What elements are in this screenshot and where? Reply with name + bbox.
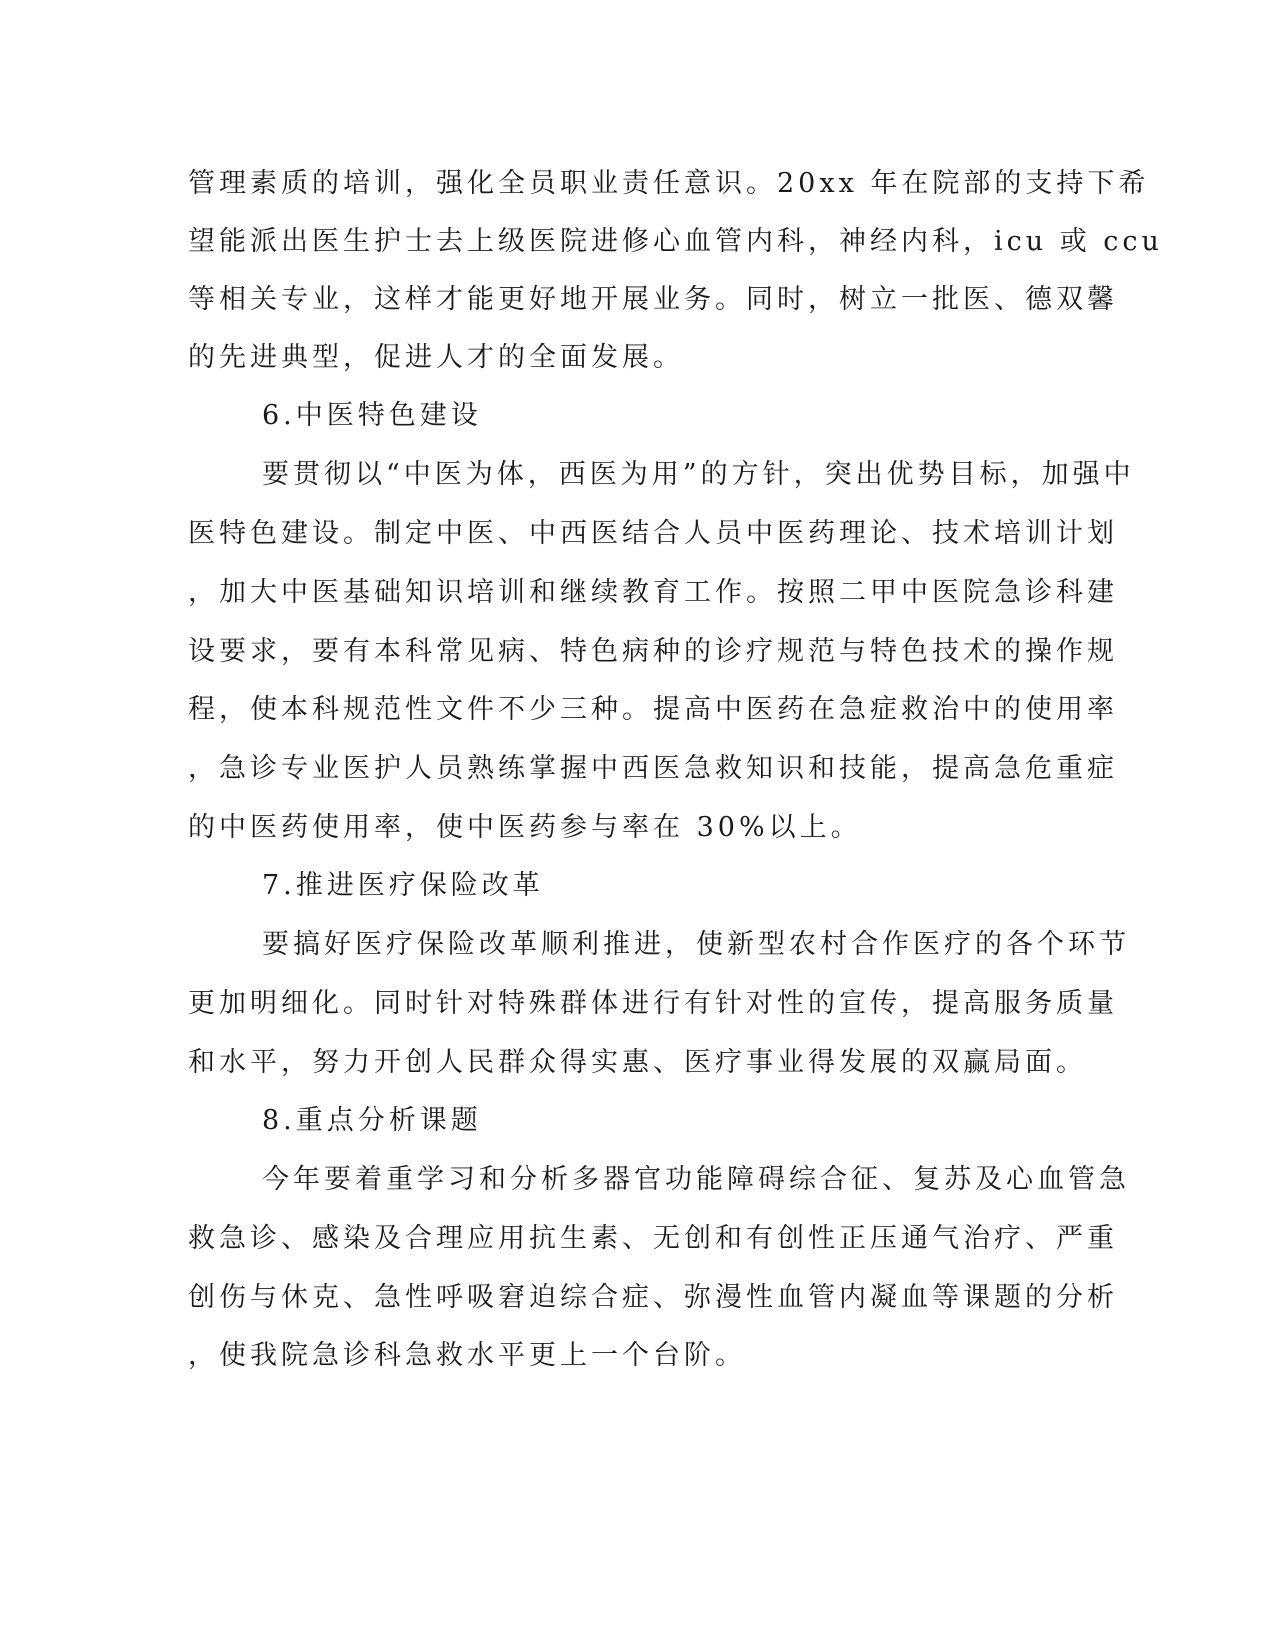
paragraph-line: 等相关专业，这样才能更好地开展业务。同时，树立一批医、德双馨 — [188, 284, 1118, 315]
paragraph-line: 设要求，要有本科常见病、特色病种的诊疗规范与特色技术的操作规 — [188, 636, 1118, 667]
section-heading: 7.推进医疗保险改革 — [262, 870, 544, 901]
paragraph-line: 创伤与休克、急性呼吸窘迫综合症、弥漫性血管内凝血等课题的分析 — [188, 1282, 1118, 1313]
section-heading: 8.重点分析课题 — [262, 1105, 482, 1136]
paragraph-line: 更加明细化。同时针对特殊群体进行有针对性的宣传，提高服务质量 — [188, 988, 1118, 1019]
paragraph-line: 和水平，努力开创人民群众得实惠、医疗事业得发展的双赢局面。 — [188, 1047, 1087, 1078]
paragraph-line: 医特色建设。制定中医、中西医结合人员中医药理论、技术培训计划 — [188, 518, 1118, 549]
section-heading: 6.中医特色建设 — [262, 400, 482, 431]
paragraph-line: 程，使本科规范性文件不少三种。提高中医药在急症救治中的使用率 — [188, 694, 1118, 725]
paragraph-line: 要贯彻以“中医为体，西医为用”的方针，突出优势目标，加强中 — [262, 459, 1135, 490]
paragraph-line: 的中医药使用率，使中医药参与率在 30%以上。 — [188, 812, 862, 843]
paragraph-line: ，急诊专业医护人员熟练掌握中西医急救知识和技能，提高急危重症 — [188, 753, 1118, 784]
paragraph-line: 救急诊、感染及合理应用抗生素、无创和有创性正压通气治疗、严重 — [188, 1223, 1118, 1254]
paragraph-line: 的先进典型，促进人才的全面发展。 — [188, 342, 684, 373]
paragraph-line: 今年要着重学习和分析多器官功能障碍综合征、复苏及心血管急 — [262, 1164, 1130, 1195]
paragraph-line: 要搞好医疗保险改革顺利推进，使新型农村合作医疗的各个环节 — [262, 929, 1130, 960]
paragraph-line: 望能派出医生护士去上级医院进修心血管内科，神经内科，icu 或 ccu — [188, 226, 1163, 257]
paragraph-line: 管理素质的培训，强化全员职业责任意识。20xx 年在院部的支持下希 — [188, 168, 1150, 199]
paragraph-line: ，使我院急诊科急救水平更上一个台阶。 — [188, 1340, 746, 1371]
paragraph-line: ，加大中医基础知识培训和继续教育工作。按照二甲中医院急诊科建 — [188, 577, 1118, 608]
